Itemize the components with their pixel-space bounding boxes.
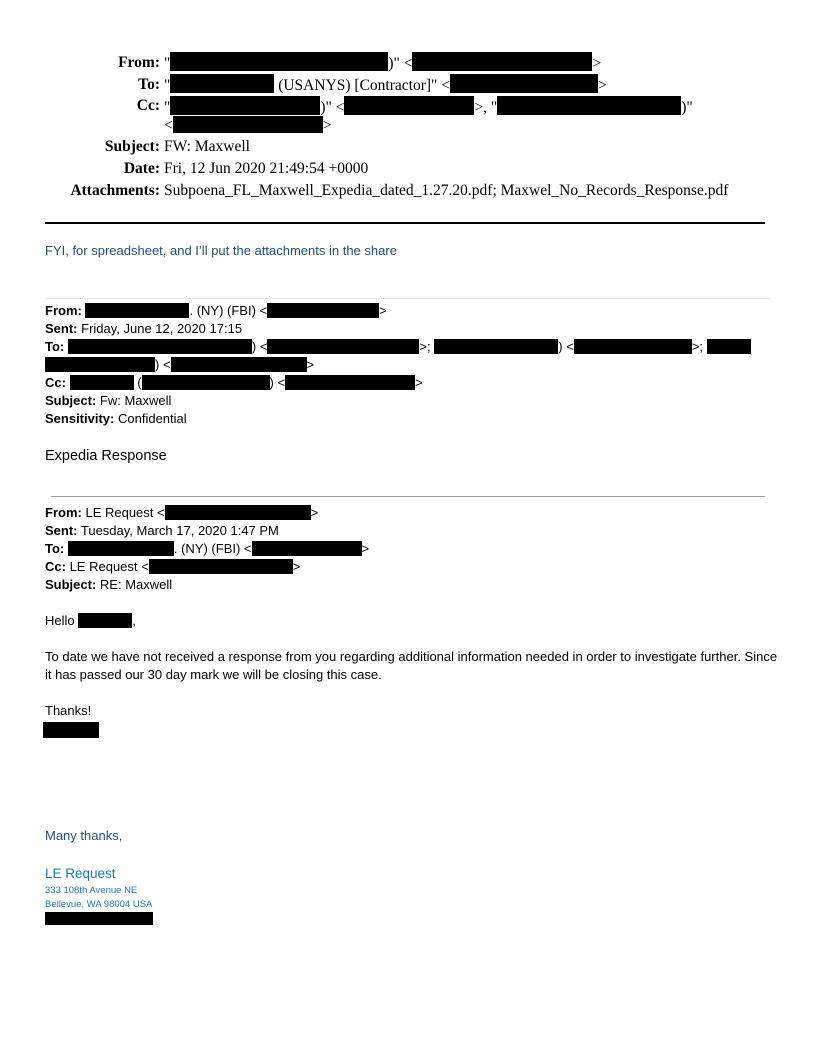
forward-sensitivity-label: Sensitivity: — [45, 411, 115, 426]
forward-sent-label: Sent: — [45, 321, 78, 336]
forward-cc-end: > — [415, 375, 423, 390]
signature-address-line1: 333 108th Avenue NE — [45, 885, 138, 896]
redaction — [707, 339, 751, 354]
header-attachments: Subpoena_FL_Maxwell_Expedia_dated_1.27.20.pdf; Maxwel_No_Records_Response.pdf — [164, 182, 729, 199]
original-cc-name: LE Request < — [69, 559, 149, 574]
forward-from-end: > — [379, 303, 387, 318]
redaction — [149, 559, 293, 574]
forward-subject-row — [45, 392, 751, 410]
cc-separator: )" — [681, 99, 693, 116]
header-cc-row-cont — [0, 116, 816, 136]
forward-to-separator: ) < — [155, 357, 171, 372]
original-from-label: From: — [45, 505, 82, 520]
redaction — [170, 96, 320, 115]
original-to-label: To: — [45, 541, 65, 556]
header-cc-row — [0, 96, 816, 116]
redaction — [68, 339, 252, 354]
to-org: (USANYS) [Contractor]" < — [274, 77, 450, 94]
original-subject: RE: Maxwell — [99, 577, 173, 592]
greeting-comma: , — [132, 613, 136, 628]
signature-name: LE Request — [45, 866, 116, 881]
header-to-label: To: — [138, 76, 160, 93]
forward-to-separator: ) < — [558, 339, 574, 354]
redaction — [170, 52, 388, 71]
redaction — [412, 52, 592, 71]
thanks-text: Thanks! — [45, 703, 92, 718]
forward-cc-separator: ( — [137, 375, 142, 390]
quote: " — [164, 77, 171, 94]
forward-to-row — [45, 338, 751, 356]
greeting-word: Hello — [45, 613, 75, 628]
cc-separator: )" < — [320, 99, 345, 116]
forward-sensitivity: Confidential — [117, 411, 187, 426]
redaction — [267, 303, 379, 318]
redaction — [574, 339, 692, 354]
forward-from-label: From: — [45, 303, 82, 318]
email-header — [0, 52, 816, 202]
header-from-label: From: — [118, 54, 160, 71]
forward-to-label: To: — [45, 339, 65, 354]
forward-divider — [45, 298, 771, 299]
original-to-row — [45, 540, 369, 558]
forward-to-end: > — [306, 357, 315, 372]
header-attachments-label: Attachments: — [70, 182, 160, 199]
forward-subject: Fw: Maxwell — [99, 393, 172, 408]
quote: " — [164, 55, 171, 72]
redaction — [285, 375, 415, 390]
original-cc-label: Cc: — [45, 559, 66, 574]
forward-to-separator: >; — [691, 339, 704, 354]
redaction — [85, 303, 189, 318]
from-separator: )" < — [388, 55, 413, 72]
original-subject-label: Subject: — [45, 577, 97, 592]
signature-redaction — [43, 722, 99, 738]
redaction — [252, 541, 362, 556]
greeting — [45, 612, 136, 630]
expedia-response-text: Expedia Response — [45, 448, 167, 464]
forward-from-org: . (NY) (FBI) < — [189, 303, 268, 318]
signature-address-line2: Bellevue, WA 98004 USA — [45, 899, 153, 910]
forward-sent: Friday, June 12, 2020 17:15 — [81, 321, 243, 336]
original-from-end: > — [310, 505, 319, 520]
header-divider — [45, 222, 765, 224]
original-sent: Tuesday, March 17, 2020 1:47 PM — [80, 523, 279, 538]
forward-cc-label: Cc: — [45, 375, 66, 390]
original-header — [45, 504, 369, 594]
cc-end: > — [322, 117, 332, 134]
redaction — [434, 339, 558, 354]
forward-to-row-cont — [45, 356, 751, 374]
original-sent-row — [45, 522, 369, 540]
redaction — [45, 357, 155, 372]
original-from-row — [45, 504, 369, 522]
header-from-row — [0, 52, 816, 74]
redaction — [173, 116, 323, 133]
redaction — [142, 375, 270, 390]
from-end: > — [592, 55, 602, 72]
original-cc-row — [45, 558, 369, 576]
quote: " — [164, 99, 171, 116]
forward-cc-row — [45, 374, 751, 392]
redaction — [497, 96, 681, 115]
header-date-row — [0, 158, 816, 180]
forward-cc-separator: ) < — [269, 375, 286, 390]
redaction — [78, 613, 132, 628]
forward-header — [45, 302, 751, 428]
header-cc-label: Cc: — [136, 97, 160, 114]
original-sent-label: Sent: — [45, 523, 78, 538]
original-from-name: LE Request < — [85, 505, 165, 520]
forward-subject-label: Subject: — [45, 393, 97, 408]
forward-to-separator: >; — [419, 339, 431, 354]
signature-redaction-2 — [45, 912, 153, 925]
body-paragraph: To date we have not received a response from you regarding additional information needed in order to investigate further. Since it has passed our 30 day mark we will be closing this case. — [45, 649, 778, 682]
fyi-note: FYI, for spreadsheet, and I’ll put the attachments in the share — [45, 243, 397, 258]
redaction — [68, 541, 174, 556]
cc-start: < — [164, 117, 173, 134]
original-subject-row — [45, 576, 369, 594]
original-to-end: > — [361, 541, 370, 556]
to-end: > — [597, 77, 607, 94]
header-subject-label: Subject: — [104, 138, 160, 155]
header-subject: FW: Maxwell — [164, 138, 250, 155]
header-subject-row — [0, 136, 816, 158]
cc-separator: >, " — [474, 99, 498, 116]
forward-sent-row — [45, 320, 751, 338]
redaction — [267, 339, 419, 354]
forward-to-separator: ) < — [251, 339, 268, 354]
forward-from-row — [45, 302, 751, 320]
redaction — [344, 96, 474, 115]
redaction — [171, 357, 307, 372]
header-to-row — [0, 74, 816, 96]
header-date-label: Date: — [123, 160, 160, 177]
redaction — [450, 74, 598, 93]
original-to-org: . (NY) (FBI) < — [173, 541, 252, 556]
header-attachments-row — [0, 180, 816, 202]
redaction — [70, 375, 134, 390]
closing-text: Many thanks, — [45, 828, 123, 843]
original-divider — [51, 496, 765, 497]
header-date: Fri, 12 Jun 2020 21:49:54 +0000 — [164, 160, 369, 177]
forward-sensitivity-row — [45, 410, 751, 428]
redaction — [170, 74, 274, 93]
redaction — [165, 505, 311, 520]
original-cc-end: > — [292, 559, 301, 574]
